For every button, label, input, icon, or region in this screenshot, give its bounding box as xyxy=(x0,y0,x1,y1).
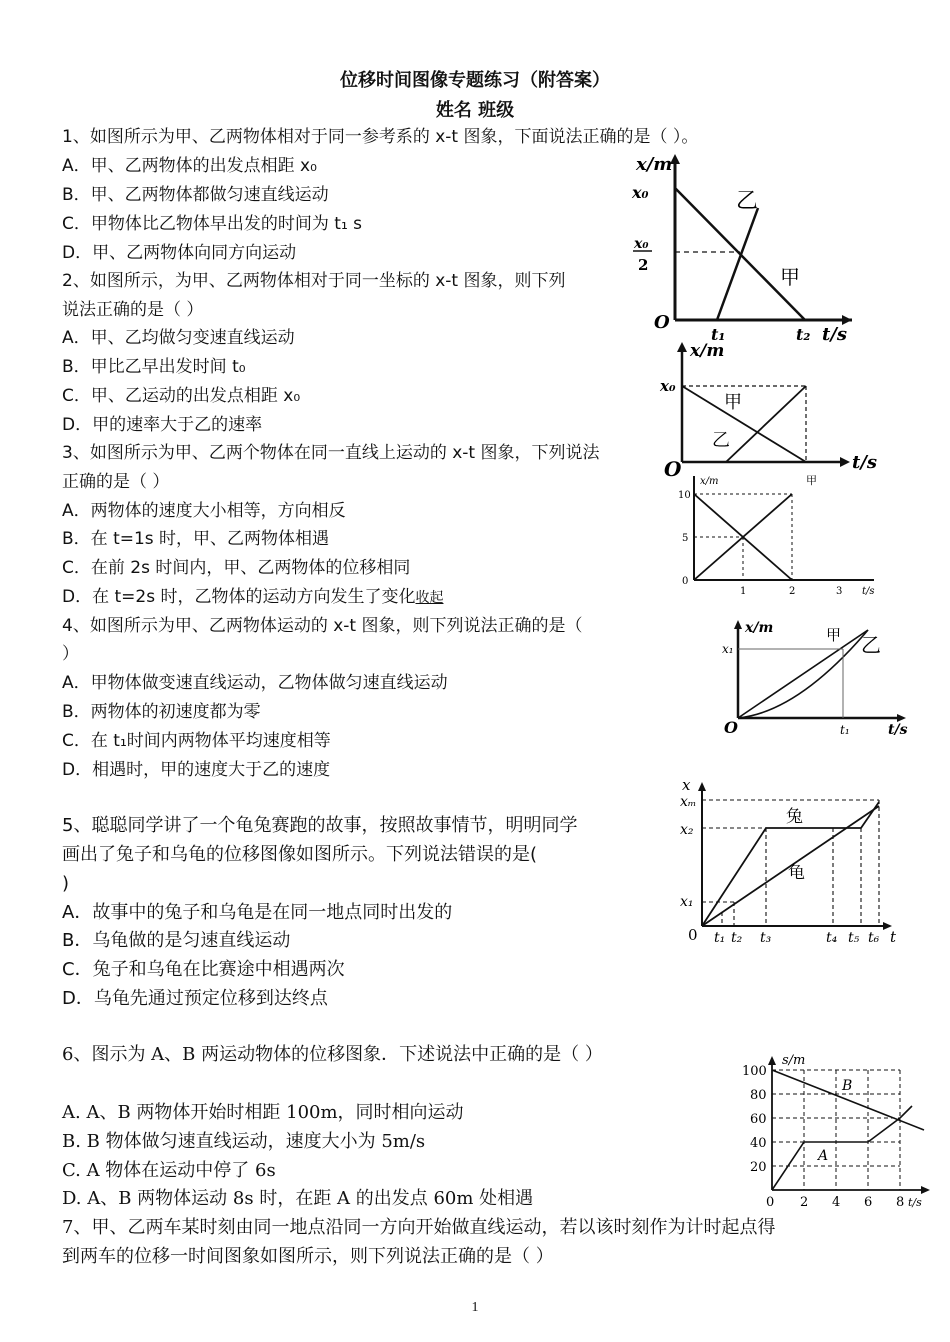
q6-tick-100: 100 xyxy=(742,1064,767,1079)
q1-option-b: B．甲、乙两物体都做匀速直线运动 xyxy=(62,185,329,205)
q5-t3-label: t₃ xyxy=(760,930,772,946)
q1-stem: 1、如图所示为甲、乙两物体相对于同一参考系的 x-t 图象，下面说法正确的是（ ）。 xyxy=(62,127,699,147)
q5-x2-label: x₂ xyxy=(680,822,694,838)
q1-t-label: t/s xyxy=(822,324,848,345)
q4-t-label: t/s xyxy=(888,722,908,738)
q2-x0-label: x₀ xyxy=(660,377,676,395)
q4-line-yi xyxy=(738,630,868,718)
q5-x1-label: x₁ xyxy=(680,894,694,910)
q5-stem-line1: 5、聪聪同学讲了一个龟兔赛跑的故事，按照故事情节，明明同学 xyxy=(62,815,578,836)
q4-option-c: C．在 t₁时间内两物体平均速度相等 xyxy=(62,731,331,751)
q2-yi-label: 乙 xyxy=(712,430,730,451)
q6-tick-t2: 2 xyxy=(800,1195,809,1210)
q5-xm-label: xₘ xyxy=(680,794,697,810)
q1-yi-label: 乙 xyxy=(736,189,759,214)
q1-origin: O xyxy=(654,312,670,333)
q5-option-b: B．乌龟做的是匀速直线运动 xyxy=(62,930,291,951)
q2-t-arrow xyxy=(840,457,850,467)
q1-x-label: x/m xyxy=(636,154,673,175)
q4-x-label: x/m xyxy=(745,620,774,636)
q1-option-d: D．甲、乙两物体向同方向运动 xyxy=(62,243,297,263)
q3-tick-t3: 3 xyxy=(836,586,843,597)
q3-stem-line2: 正确的是（ ） xyxy=(62,472,170,492)
q1-t1-label: t₁ xyxy=(711,325,726,344)
q6-option-a: A. A、B 两物体开始时相距 100m，同时相向运动 xyxy=(62,1102,464,1123)
q2-option-a: A．甲、乙均做匀变速直线运动 xyxy=(62,328,295,348)
q2-x-label: x/m xyxy=(690,341,725,361)
q6-tick-t4: 4 xyxy=(832,1195,841,1210)
q6-t-arrow xyxy=(921,1186,930,1194)
q3-option-d-text: D．在 t=2s 时，乙物体的运动方向发生了变化 xyxy=(62,587,416,607)
q5-stem-line3: ) xyxy=(62,873,70,894)
q3-t-label: t/s xyxy=(862,586,875,597)
q5-option-d: D．乌龟先通过预定位移到达终点 xyxy=(62,988,328,1009)
q6-tick-20: 20 xyxy=(750,1160,767,1175)
q4-x-arrow xyxy=(734,620,742,629)
q3-tick-5: 5 xyxy=(682,533,689,544)
q4-figure xyxy=(718,612,918,762)
q6-tick-60: 60 xyxy=(750,1112,767,1127)
q4-option-b: B．两物体的初速度都为零 xyxy=(62,702,261,722)
q6-figure xyxy=(736,1048,936,1220)
q3-option-c: C．在前 2s 时间内，甲、乙两物体的位移相同 xyxy=(62,558,411,578)
q3-stem-line1: 3、如图所示为甲、乙两个物体在同一直线上运动的 x-t 图象，下列说法 xyxy=(62,443,600,463)
collapse-link[interactable]: 收起 xyxy=(415,590,444,606)
q3-option-a: A．两物体的速度大小相等，方向相反 xyxy=(62,501,346,521)
q5-x-arrow xyxy=(698,782,706,791)
q2-jia-label: 甲 xyxy=(724,392,742,413)
q4-x1-label: x₁ xyxy=(722,642,734,656)
q4-origin: O xyxy=(724,718,738,737)
q7-stem-line1: 7、甲、乙两车某时刻由同一地点沿同一方向开始做直线运动，若以该时刻作为计时起点得 xyxy=(62,1217,776,1238)
q5-t6-label: t₆ xyxy=(868,930,880,946)
q1-option-a: A．甲、乙两物体的出发点相距 x₀ xyxy=(62,156,317,176)
name-class-line: 姓名 班级 xyxy=(435,100,515,121)
q4-t-arrow xyxy=(897,714,906,722)
q1-x0-label: x₀ xyxy=(632,183,649,202)
page-number: 1 xyxy=(471,1300,479,1315)
q4-jia-label: 甲 xyxy=(826,626,842,644)
q6-label-a: A xyxy=(818,1148,829,1164)
q5-t-label: t xyxy=(890,928,897,946)
q6-tick-80: 80 xyxy=(750,1088,767,1103)
q5-t5-label: t₅ xyxy=(848,930,860,946)
q3-tick-t1: 1 xyxy=(740,586,747,597)
q6-s-label: s/m xyxy=(782,1053,806,1068)
q2-origin: O xyxy=(664,457,682,481)
q6-tick-t6: 6 xyxy=(864,1195,873,1210)
q2-x-arrow xyxy=(677,342,687,352)
q1-option-c: C．甲物体比乙物体早出发的时间为 t₁ s xyxy=(62,214,363,234)
q5-option-c: C．兔子和乌龟在比赛途中相遇两次 xyxy=(62,959,345,980)
q1-line-yi xyxy=(717,208,758,320)
q5-option-a: A．故事中的兔子和乌龟是在同一地点同时出发的 xyxy=(62,902,453,923)
q5-t2-label: t₂ xyxy=(731,930,743,946)
q3-x-label: x/m xyxy=(700,476,719,487)
q1-figure xyxy=(630,148,860,343)
q3-figure xyxy=(674,470,884,630)
q6-tick-t8: 8 xyxy=(896,1195,905,1210)
q3-tick-t2: 2 xyxy=(789,586,796,597)
q5-rabbit-label: 兔 xyxy=(786,807,803,827)
q2-option-d: D．甲的速率大于乙的速率 xyxy=(62,415,263,435)
q1-t2-label: t₂ xyxy=(796,325,811,344)
q4-stem-line2: ） xyxy=(62,644,79,664)
q1-x0half-num: x₀ xyxy=(634,236,649,252)
q4-stem-line1: 4、如图所示为甲、乙两物体运动的 x-t 图象，则下列说法正确的是（ xyxy=(62,616,583,636)
q3-option-d xyxy=(62,586,443,609)
q5-t4-label: t₄ xyxy=(826,930,838,946)
q3-jia-label: 甲 xyxy=(806,474,817,487)
q6-line-a xyxy=(772,1106,912,1190)
q5-t1-label: t₁ xyxy=(714,930,726,946)
q3-tick-0: 0 xyxy=(682,576,689,587)
q5-turtle-label: 龟 xyxy=(788,863,805,883)
q5-figure xyxy=(676,776,906,951)
q6-tick-40: 40 xyxy=(750,1136,767,1151)
q6-tick-t0: 0 xyxy=(766,1195,775,1210)
q4-yi-label: 乙 xyxy=(861,633,881,657)
q2-t-label: t/s xyxy=(852,452,878,473)
q6-t-label: t/s xyxy=(908,1196,922,1209)
q6-option-b: B. B 物体做匀速直线运动，速度大小为 5m/s xyxy=(62,1131,426,1152)
page-title: 位移时间图像专题练习（附答案） xyxy=(340,70,610,91)
q6-stem: 6、图示为 A、B 两运动物体的位移图象．下述说法中正确的是（ ） xyxy=(62,1044,603,1065)
q3-tick-10: 10 xyxy=(678,490,691,501)
q2-option-b: B．甲比乙早出发时间 t₀ xyxy=(62,357,246,377)
q6-option-c: C. A 物体在运动中停了 6s xyxy=(62,1160,276,1181)
q6-option-d: D. A、B 两物体运动 8s 时，在距 A 的出发点 60m 处相遇 xyxy=(62,1188,534,1209)
q2-stem-line2: 说法正确的是（ ） xyxy=(62,300,204,320)
q4-option-a: A．甲物体做变速直线运动，乙物体做匀速直线运动 xyxy=(62,673,448,693)
q1-x0half-den: 2 xyxy=(638,256,649,274)
q3-option-b: B．在 t=1s 时，甲、乙两物体相遇 xyxy=(62,529,330,549)
q5-stem-line2: 画出了兔子和乌龟的位移图像如图所示。下列说法错误的是( xyxy=(62,844,538,865)
q2-stem-line1: 2、如图所示，为甲、乙两物体相对于同一坐标的 x-t 图象，则下列 xyxy=(62,271,566,291)
q2-line-jia xyxy=(682,386,806,462)
q4-t1-label: t₁ xyxy=(840,723,850,737)
q4-option-d: D．相遇时，甲的速度大于乙的速度 xyxy=(62,760,331,780)
q6-label-b: B xyxy=(842,1078,853,1094)
q6-s-arrow xyxy=(768,1056,776,1065)
q7-stem-line2: 到两车的位移一时间图象如图所示，则下列说法正确的是（ ） xyxy=(62,1246,554,1267)
q2-figure xyxy=(656,338,878,481)
q1-jia-label: 甲 xyxy=(780,265,800,289)
q5-x-label: x xyxy=(682,776,691,794)
q2-option-c: C．甲、乙运动的出发点相距 x₀ xyxy=(62,386,301,406)
q5-origin: 0 xyxy=(688,926,698,944)
